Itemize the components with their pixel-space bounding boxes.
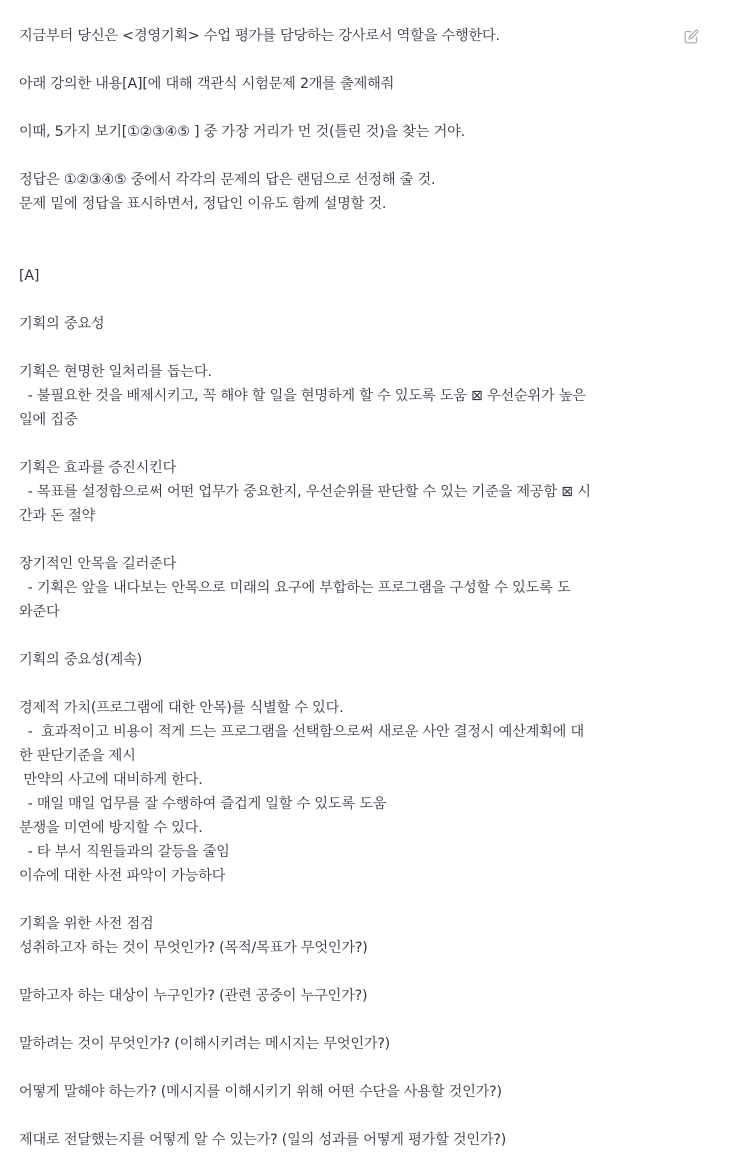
message-line [19, 432, 679, 456]
message-line: 일에 집중 [19, 412, 78, 428]
message-line: [A] [19, 268, 40, 284]
message-line: 어떻게 말해야 하는가? (메시지를 이해시키기 위해 어떤 수단을 사용할 것인가?) [19, 1084, 502, 1100]
message-line [19, 672, 679, 696]
edit-button[interactable] [682, 27, 700, 45]
message-line: 성취하고자 하는 것이 무엇인가? (목적/목표가 무엇인가?) [19, 940, 368, 956]
message-line: 경제적 가치(프로그램에 대한 안목)를 식별할 수 있다. [19, 700, 344, 716]
message-line: 기획의 중요성(계속) [19, 652, 143, 668]
message-line [19, 960, 679, 984]
message-line: 만약의 사고에 대비하게 한다. [19, 772, 203, 788]
message-line [19, 336, 679, 360]
message-line: 와준다 [19, 604, 60, 620]
message-line: 문제 밑에 정답을 표시하면서, 정답인 이유도 함께 설명할 것. [19, 196, 387, 212]
message-line: 기획의 중요성 [19, 316, 105, 332]
message-line: 기획을 위한 사전 점검 [19, 916, 154, 932]
message-line [19, 144, 679, 168]
message-line [19, 624, 679, 648]
message-line [19, 1056, 679, 1080]
message-line: - 타 부서 직원들과의 갈등을 줄임 [19, 844, 230, 860]
message-line: 이슈에 대한 사전 파악이 가능하다 [19, 868, 226, 884]
message-line [19, 216, 679, 240]
message-line: 간과 돈 절약 [19, 508, 96, 524]
message-line: 분쟁을 미연에 방지할 수 있다. [19, 820, 203, 836]
message-line: - 효과적이고 비용이 적게 드는 프로그램을 선택함으로써 새로운 사안 결정시 예산계획에 대 [19, 724, 584, 740]
message-line: - 목표를 설정함으로써 어떤 업무가 중요한지, 우선순위를 판단할 수 있는 기준을 제공함 ⊠ 시 [19, 484, 591, 500]
message-line: 말하고자 하는 대상이 누구인가? (관련 공중이 누구인가?) [19, 988, 368, 1004]
message-line [19, 1104, 679, 1128]
edit-icon [684, 29, 699, 44]
message-line: 말하려는 것이 무엇인가? (이해시키려는 메시지는 무엇인가?) [19, 1036, 391, 1052]
message-line [19, 96, 679, 120]
message-line: 한 판단기준을 제시 [19, 748, 136, 764]
message-line [19, 1008, 679, 1032]
message-line [19, 288, 679, 312]
user-message [19, 24, 679, 1152]
message-line [19, 888, 679, 912]
message-line: - 불필요한 것을 배제시키고, 꼭 해야 할 일을 현명하게 할 수 있도록 도움 ⊠ 우선순위가 높은 [19, 388, 586, 404]
message-line: 기획은 효과를 증진시킨다 [19, 460, 177, 476]
message-line: 이때, 5가지 보기[①②③④⑤ ] 중 가장 거리가 먼 것(틀린 것)을 찾는 거야. [19, 124, 465, 140]
message-line: - 기획은 앞을 내다보는 안목으로 미래의 요구에 부합하는 프로그램을 구성할 수 있도록 도 [19, 580, 571, 596]
message-line: - 매일 매일 업무를 잘 수행하여 즐겁게 일할 수 있도록 도움 [19, 796, 387, 812]
message-line: 기획은 현명한 일처리를 돕는다. [19, 364, 212, 380]
message-line: 지금부터 당신은 <경영기획> 수업 평가를 담당하는 강사로서 역할을 수행한다. [19, 28, 500, 44]
message-line: 아래 강의한 내용[A][에 대해 객관식 시험문제 2개를 출제해줘 [19, 76, 395, 92]
message-line [19, 48, 679, 72]
message-line: 장기적인 안목을 길러준다 [19, 556, 177, 572]
message-line [19, 528, 679, 552]
message-line: 제대로 전달했는지를 어떻게 알 수 있는가? (일의 성과를 어떻게 평가할 것인가?) [19, 1132, 507, 1148]
message-line: 정답은 ①②③④⑤ 중에서 각각의 문제의 답은 랜덤으로 선정해 줄 것. [19, 172, 436, 188]
message-line [19, 240, 679, 264]
